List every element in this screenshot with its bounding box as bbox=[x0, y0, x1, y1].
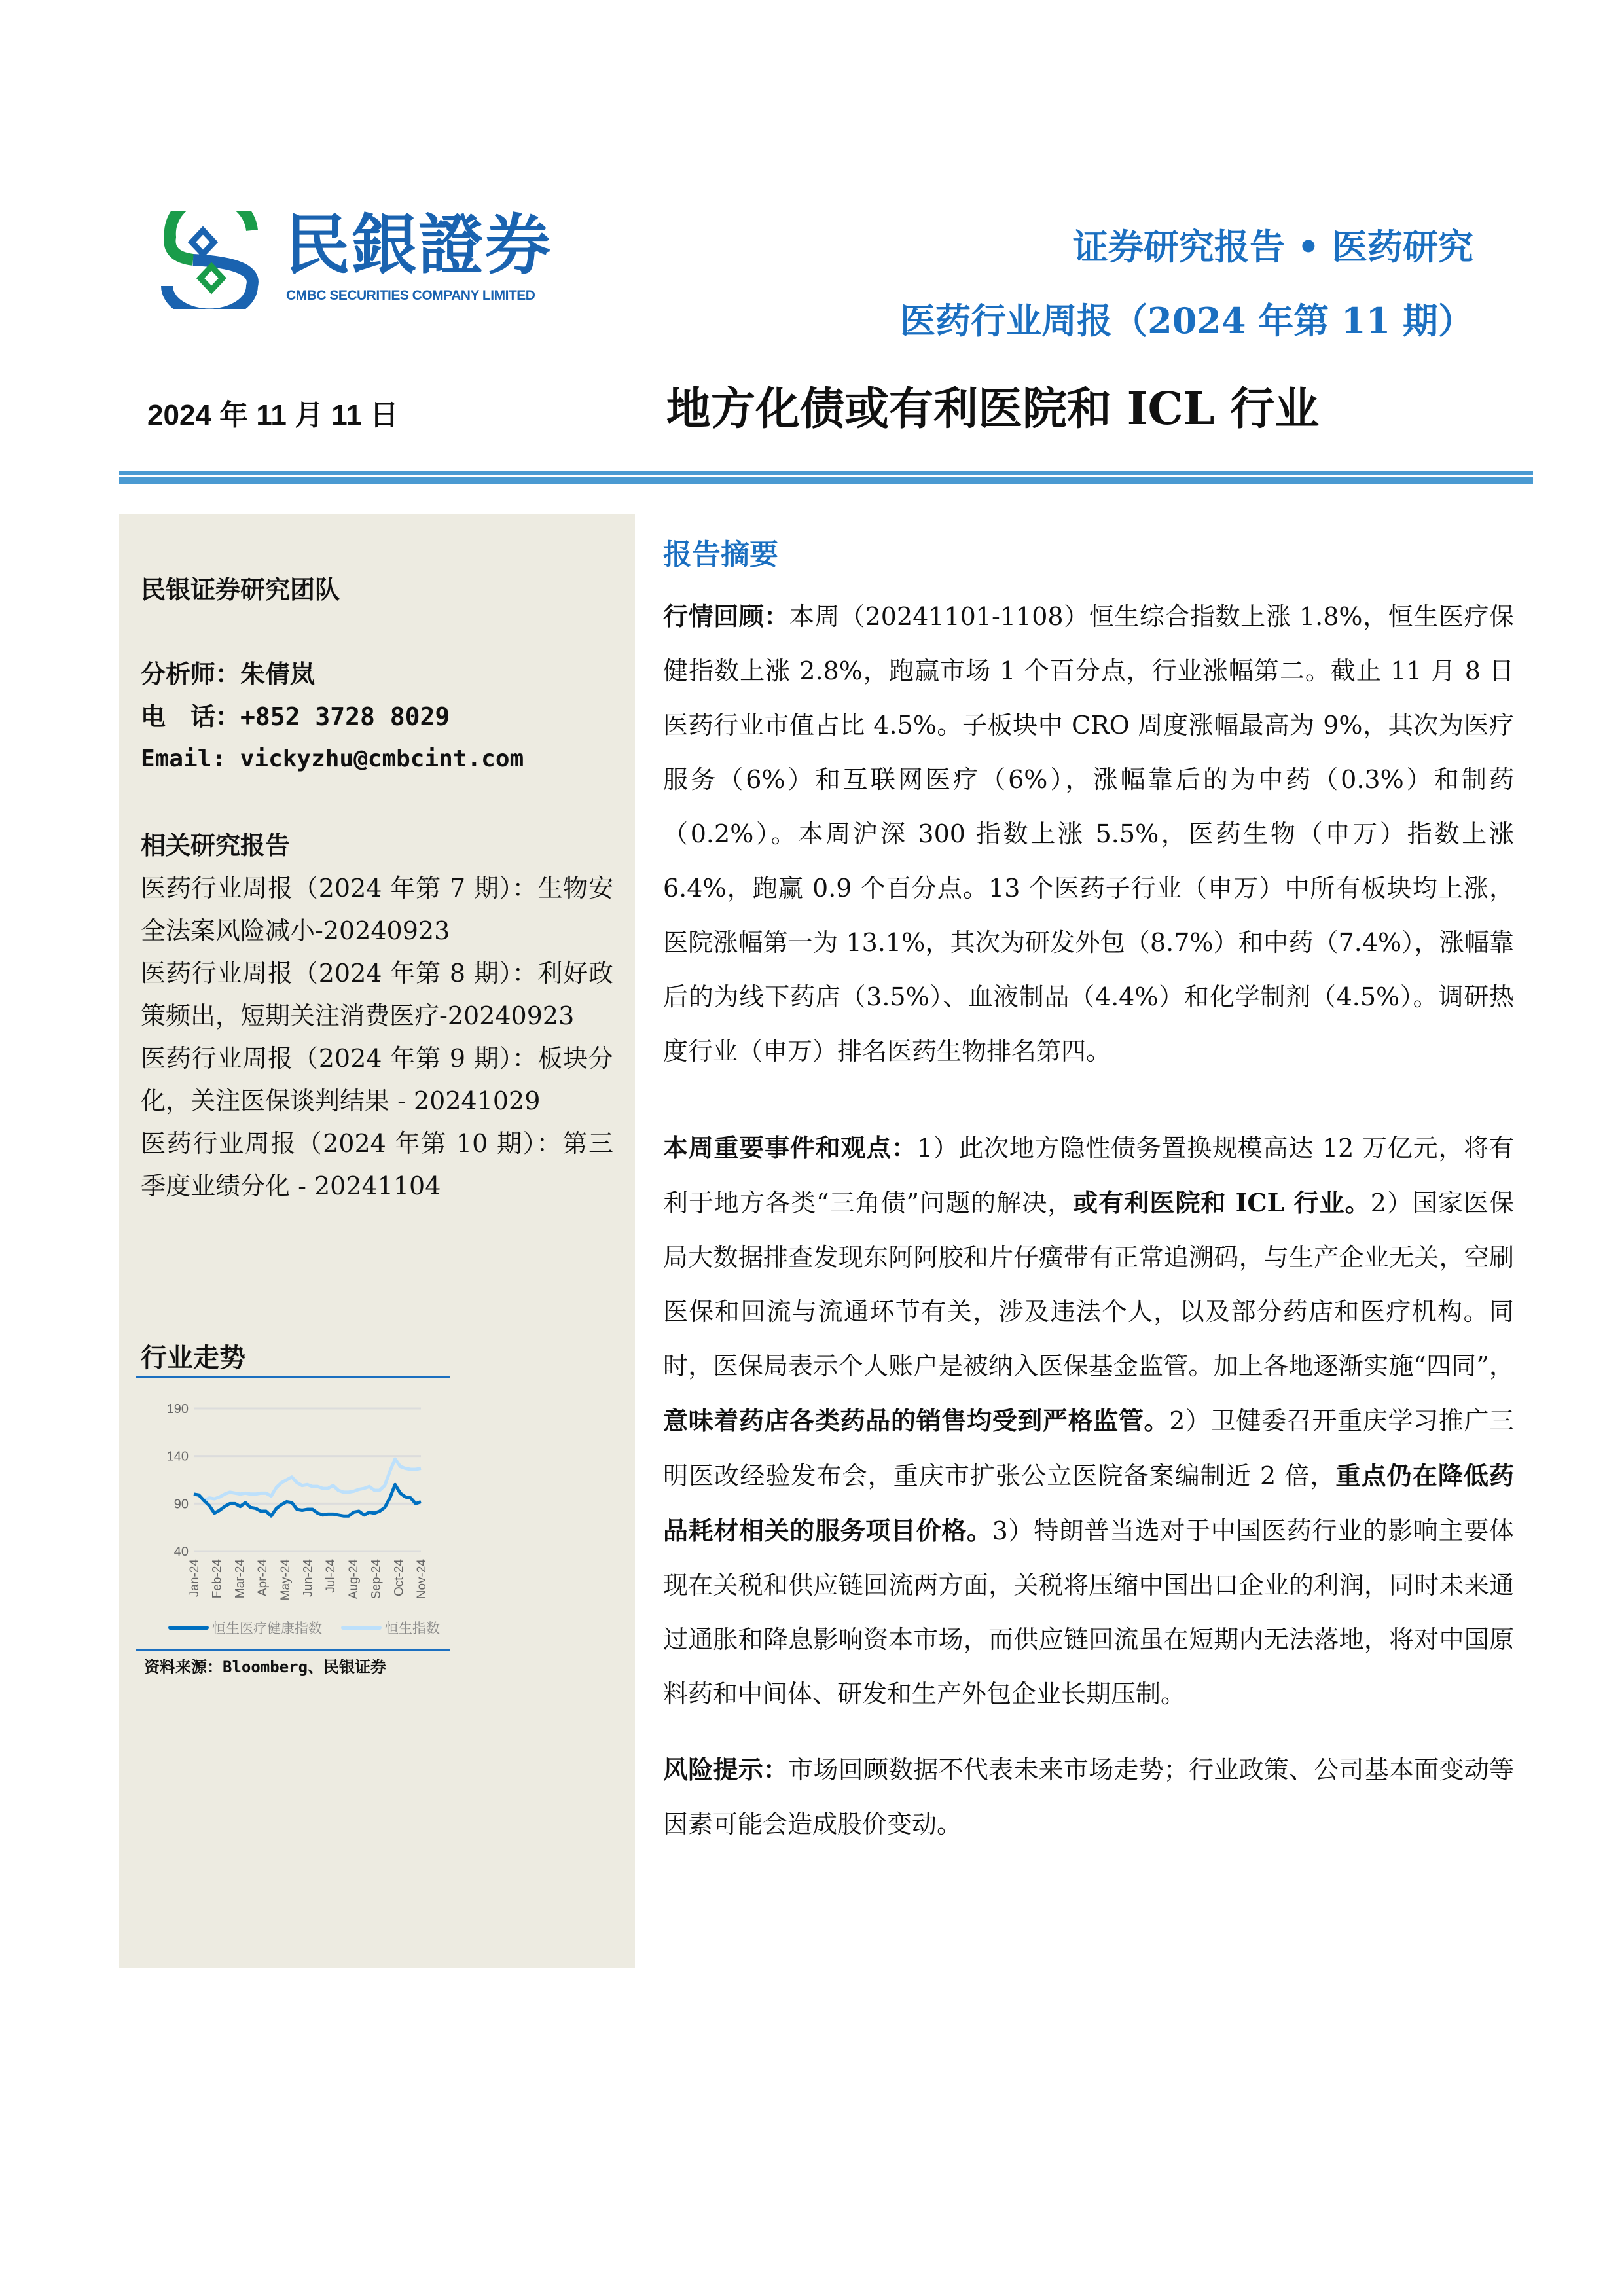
series-line bbox=[194, 1484, 421, 1516]
logo-name-en: CMBC SECURITIES COMPANY LIMITED bbox=[286, 288, 535, 303]
x-tick-label: Apr-24 bbox=[256, 1559, 270, 1597]
key-events-text: 2）国家医保局大数据排查发现东阿阿胶和片仔癀带有正常追溯码，与生产企业无关，空刷医保和回流与流通环节有关，涉及违法个人，以及部分药店和医疗机构。同时，医保局表示个人账户是被纳入医保基金监管。加上各地逐渐实施“四同”， bbox=[663, 1189, 1514, 1380]
header-divider-thick bbox=[119, 477, 1533, 484]
x-tick-label: Mar-24 bbox=[233, 1559, 247, 1599]
team-name: 民银证券研究团队 bbox=[141, 575, 340, 604]
header-divider-thin bbox=[119, 471, 1533, 475]
x-tick-label: Oct-24 bbox=[392, 1559, 406, 1597]
logo-mark-icon bbox=[154, 211, 278, 309]
risk-label: 风险提示： bbox=[663, 1755, 789, 1784]
related-report-link[interactable]: 医药行业周报（2024 年第 10 期）：第三季度业绩分化 - 20241104 bbox=[141, 1129, 613, 1200]
analyst-name: 分析师：朱倩岚 bbox=[141, 659, 316, 689]
key-events-text: 3）特朗普当选对于中国医药行业的影响主要体现在关税和供应链回流两方面，关税将压缩中国出口企业的利润，同时未来通过通胀和降息影响资本市场，而供应链回流虽在短期内无法落地，将对中国原料药和中间体、研发和生产外包企业长期压制。 bbox=[663, 1516, 1514, 1708]
y-tick-label: 140 bbox=[166, 1449, 189, 1464]
x-tick-label: Feb-24 bbox=[210, 1559, 225, 1599]
series-line bbox=[194, 1459, 421, 1501]
market-review-label: 行情回顾： bbox=[663, 601, 789, 631]
related-report-link[interactable]: 医药行业周报（2024 年第 7 期）：生物安全法案风险减小-20240923 bbox=[141, 874, 613, 945]
x-tick-label: Jan-24 bbox=[188, 1559, 202, 1598]
report-title: 地方化债或有利医院和 ICL 行业 bbox=[666, 383, 1320, 435]
legend-label: 恒生指数 bbox=[385, 1621, 440, 1636]
y-tick-label: 40 bbox=[173, 1545, 189, 1559]
market-review-text: 本周（20241101-1108）恒生综合指数上涨 1.8%，恒生医疗保健指数上涨 2.8%，跑赢市场 1 个百分点，行业涨幅第二。截止 11 月 8 日医药行业市值占比 4.5%。子板块中 CRO 周度涨幅最高为 9%，其次为医疗服务（6%）和互联网医疗（6%），涨幅靠后的为中药（0.3%）和制药（0.2%）。本周沪深 300 指数上涨 5.5%，医药生物（申万）指数上涨 6.4%，跑赢 0.9 个百分点。13 个医药子行业（申万）中所有板块均上涨，医院涨幅第一为 13.1%，其次为研发外包（8.7%）和中药（7.4%），涨幅靠后的为线下药店（3.5%）、血液制品（4.4%）和化学制剂（4.5%）。调研热度行业（申万）排名医药生物排名第四。 bbox=[663, 602, 1514, 1066]
report-category: 证券研究报告 • 医药研究 bbox=[1072, 226, 1473, 268]
key-events-text: 1）此次地方隐性债务置换规模高达 12 万亿元，将有利于地方各类“三角债”问题的解决， bbox=[663, 1134, 1514, 1217]
risk-text: 市场回顾数据不代表未来市场走势；行业政策、公司基本面变动等因素可能会造成股价变动。 bbox=[663, 1755, 1514, 1839]
x-tick-label: Aug-24 bbox=[346, 1559, 361, 1600]
analyst-email[interactable]: Email: vickyzhu@cmbcint.com bbox=[141, 745, 524, 772]
market-review-paragraph bbox=[663, 589, 1514, 1079]
summary-title: 报告摘要 bbox=[663, 538, 778, 571]
related-reports-list bbox=[141, 867, 613, 1208]
x-tick-label: Jul-24 bbox=[324, 1559, 338, 1593]
x-tick-label: Jun-24 bbox=[301, 1559, 316, 1598]
key-events-highlight: 或有利医院和 ICL 行业。 bbox=[1073, 1188, 1371, 1217]
chart-plot bbox=[124, 1335, 583, 1689]
y-tick-label: 90 bbox=[173, 1497, 189, 1512]
chart-source-rule bbox=[136, 1649, 450, 1651]
related-reports-title: 相关研究报告 bbox=[141, 831, 291, 860]
summary-body bbox=[663, 589, 1514, 1852]
x-tick-label: Nov-24 bbox=[415, 1559, 429, 1600]
key-events-highlight: 重点仍在降低药品耗材相关的服务项目价格。 bbox=[663, 1461, 1514, 1545]
sidebar bbox=[119, 514, 635, 1968]
y-tick-label: 190 bbox=[166, 1402, 189, 1416]
report-date: 2024 年 11 月 11 日 bbox=[147, 399, 399, 431]
company-logo bbox=[154, 206, 573, 309]
risk-paragraph bbox=[663, 1742, 1514, 1852]
industry-trend-chart bbox=[124, 1335, 583, 1689]
key-events-text: 2）卫健委召开重庆学习推广三明医改经验发布会，重庆市扩张公立医院备案编制近 2 倍， bbox=[663, 1407, 1514, 1490]
key-events-highlight: 意味着药店各类药品的销售均受到严格监管。 bbox=[663, 1406, 1170, 1435]
legend-label: 恒生医疗健康指数 bbox=[212, 1621, 322, 1636]
chart-source: 资料来源：Bloomberg、民银证券 bbox=[144, 1658, 387, 1676]
related-report-link[interactable]: 医药行业周报（2024 年第 8 期）：利好政策频出，短期关注消费医疗-20240923 bbox=[141, 959, 613, 1030]
report-series: 医药行业周报（2024 年第 11 期） bbox=[900, 300, 1473, 342]
chart-title: 行业走势 bbox=[141, 1342, 245, 1373]
logo-name-cn: 民銀證券 bbox=[285, 206, 552, 283]
key-events-label: 本周重要事件和观点： bbox=[663, 1133, 917, 1162]
x-tick-label: May-24 bbox=[278, 1559, 293, 1601]
x-tick-label: Sep-24 bbox=[369, 1559, 384, 1600]
key-events-paragraph bbox=[663, 1121, 1514, 1721]
related-report-link[interactable]: 医药行业周报（2024 年第 9 期）：板块分化，关注医保谈判结果 - 20241029 bbox=[141, 1044, 613, 1115]
analyst-phone: 电 话：+852 3728 8029 bbox=[141, 702, 450, 731]
